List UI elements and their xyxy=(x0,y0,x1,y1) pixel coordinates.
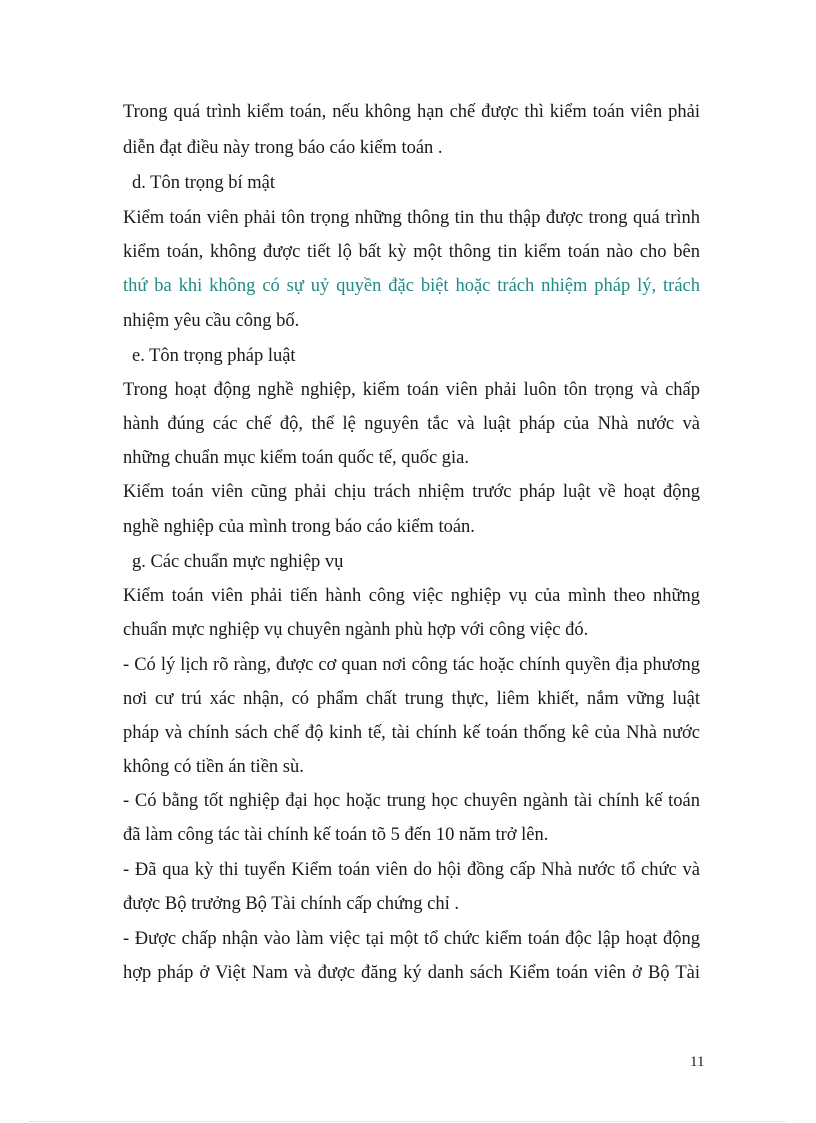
list-item-line: hợp pháp ở Việt Nam và được đăng ký danh sách Kiểm toán viên ở Bộ Tài xyxy=(123,963,700,983)
page-number: 11 xyxy=(690,1054,705,1070)
paragraph-line: diễn đạt điều này trong báo cáo kiểm toán . xyxy=(123,138,443,158)
highlighted-line: thứ ba khi không có sự uỷ quyền đặc biệt hoặc trách nhiệm pháp lý, trách xyxy=(123,276,700,296)
paragraph-line: Trong quá trình kiểm toán, nếu không hạn chế được thì kiểm toán viên phải xyxy=(123,102,700,122)
section-heading-d: d. Tôn trọng bí mật xyxy=(132,173,276,193)
paragraph-line: những chuẩn mục kiểm toán quốc tế, quốc gia. xyxy=(123,448,470,468)
page-bottom-rule xyxy=(30,1121,786,1122)
list-item-line: được Bộ trưởng Bộ Tài chính cấp chứng chỉ . xyxy=(123,894,459,914)
section-heading-g: g. Các chuẩn mực nghiệp vụ xyxy=(132,552,344,572)
list-item-line: - Đã qua kỳ thi tuyển Kiểm toán viên do hội đồng cấp Nhà nước tổ chức và xyxy=(123,860,700,880)
list-item-line: đã làm công tác tài chính kế toán tõ 5 đến 10 năm trở lên. xyxy=(123,825,549,845)
paragraph-line: Kiểm toán viên phải tiến hành công việc nghiệp vụ của mình theo những xyxy=(123,586,700,606)
section-heading-e: e. Tôn trọng pháp luật xyxy=(132,346,296,366)
paragraph-line: kiểm toán, không được tiết lộ bất kỳ một thông tin kiểm toán nào cho bên xyxy=(123,242,700,262)
paragraph-line: Trong hoạt động nghề nghiệp, kiểm toán viên phải luôn tôn trọng và chấp xyxy=(123,380,700,400)
paragraph-line: Kiểm toán viên cũng phải chịu trách nhiệm trước pháp luật về hoạt động xyxy=(123,482,700,502)
paragraph-line: nhiệm yêu cầu công bố. xyxy=(123,311,300,331)
list-item-line: nơi cư trú xác nhận, có phẩm chất trung thực, liêm khiết, nắm vững luật xyxy=(123,689,700,709)
list-item-line: - Có lý lịch rõ ràng, được cơ quan nơi công tác hoặc chính quyền địa phương xyxy=(123,655,700,675)
list-item-line: pháp và chính sách chế độ kinh tế, tài chính kế toán thống kê của Nhà nước xyxy=(123,723,700,743)
paragraph-line: chuẩn mực nghiệp vụ chuyên ngành phù hợp với công việc đó. xyxy=(123,620,589,640)
list-item-line: - Có bằng tốt nghiệp đại học hoặc trung học chuyên ngành tài chính kế toán xyxy=(123,791,700,811)
list-item-line: không có tiền án tiền sù. xyxy=(123,757,304,777)
paragraph-line: nghề nghiệp của mình trong báo cáo kiểm toán. xyxy=(123,517,475,537)
paragraph-line: hành đúng các chế độ, thể lệ nguyên tắc và luật pháp của Nhà nước và xyxy=(123,414,700,434)
list-item-line: - Được chấp nhận vào làm việc tại một tổ chức kiểm toán độc lập hoạt động xyxy=(123,929,700,949)
paragraph-line: Kiểm toán viên phải tôn trọng những thông tin thu thập được trong quá trình xyxy=(123,208,700,228)
